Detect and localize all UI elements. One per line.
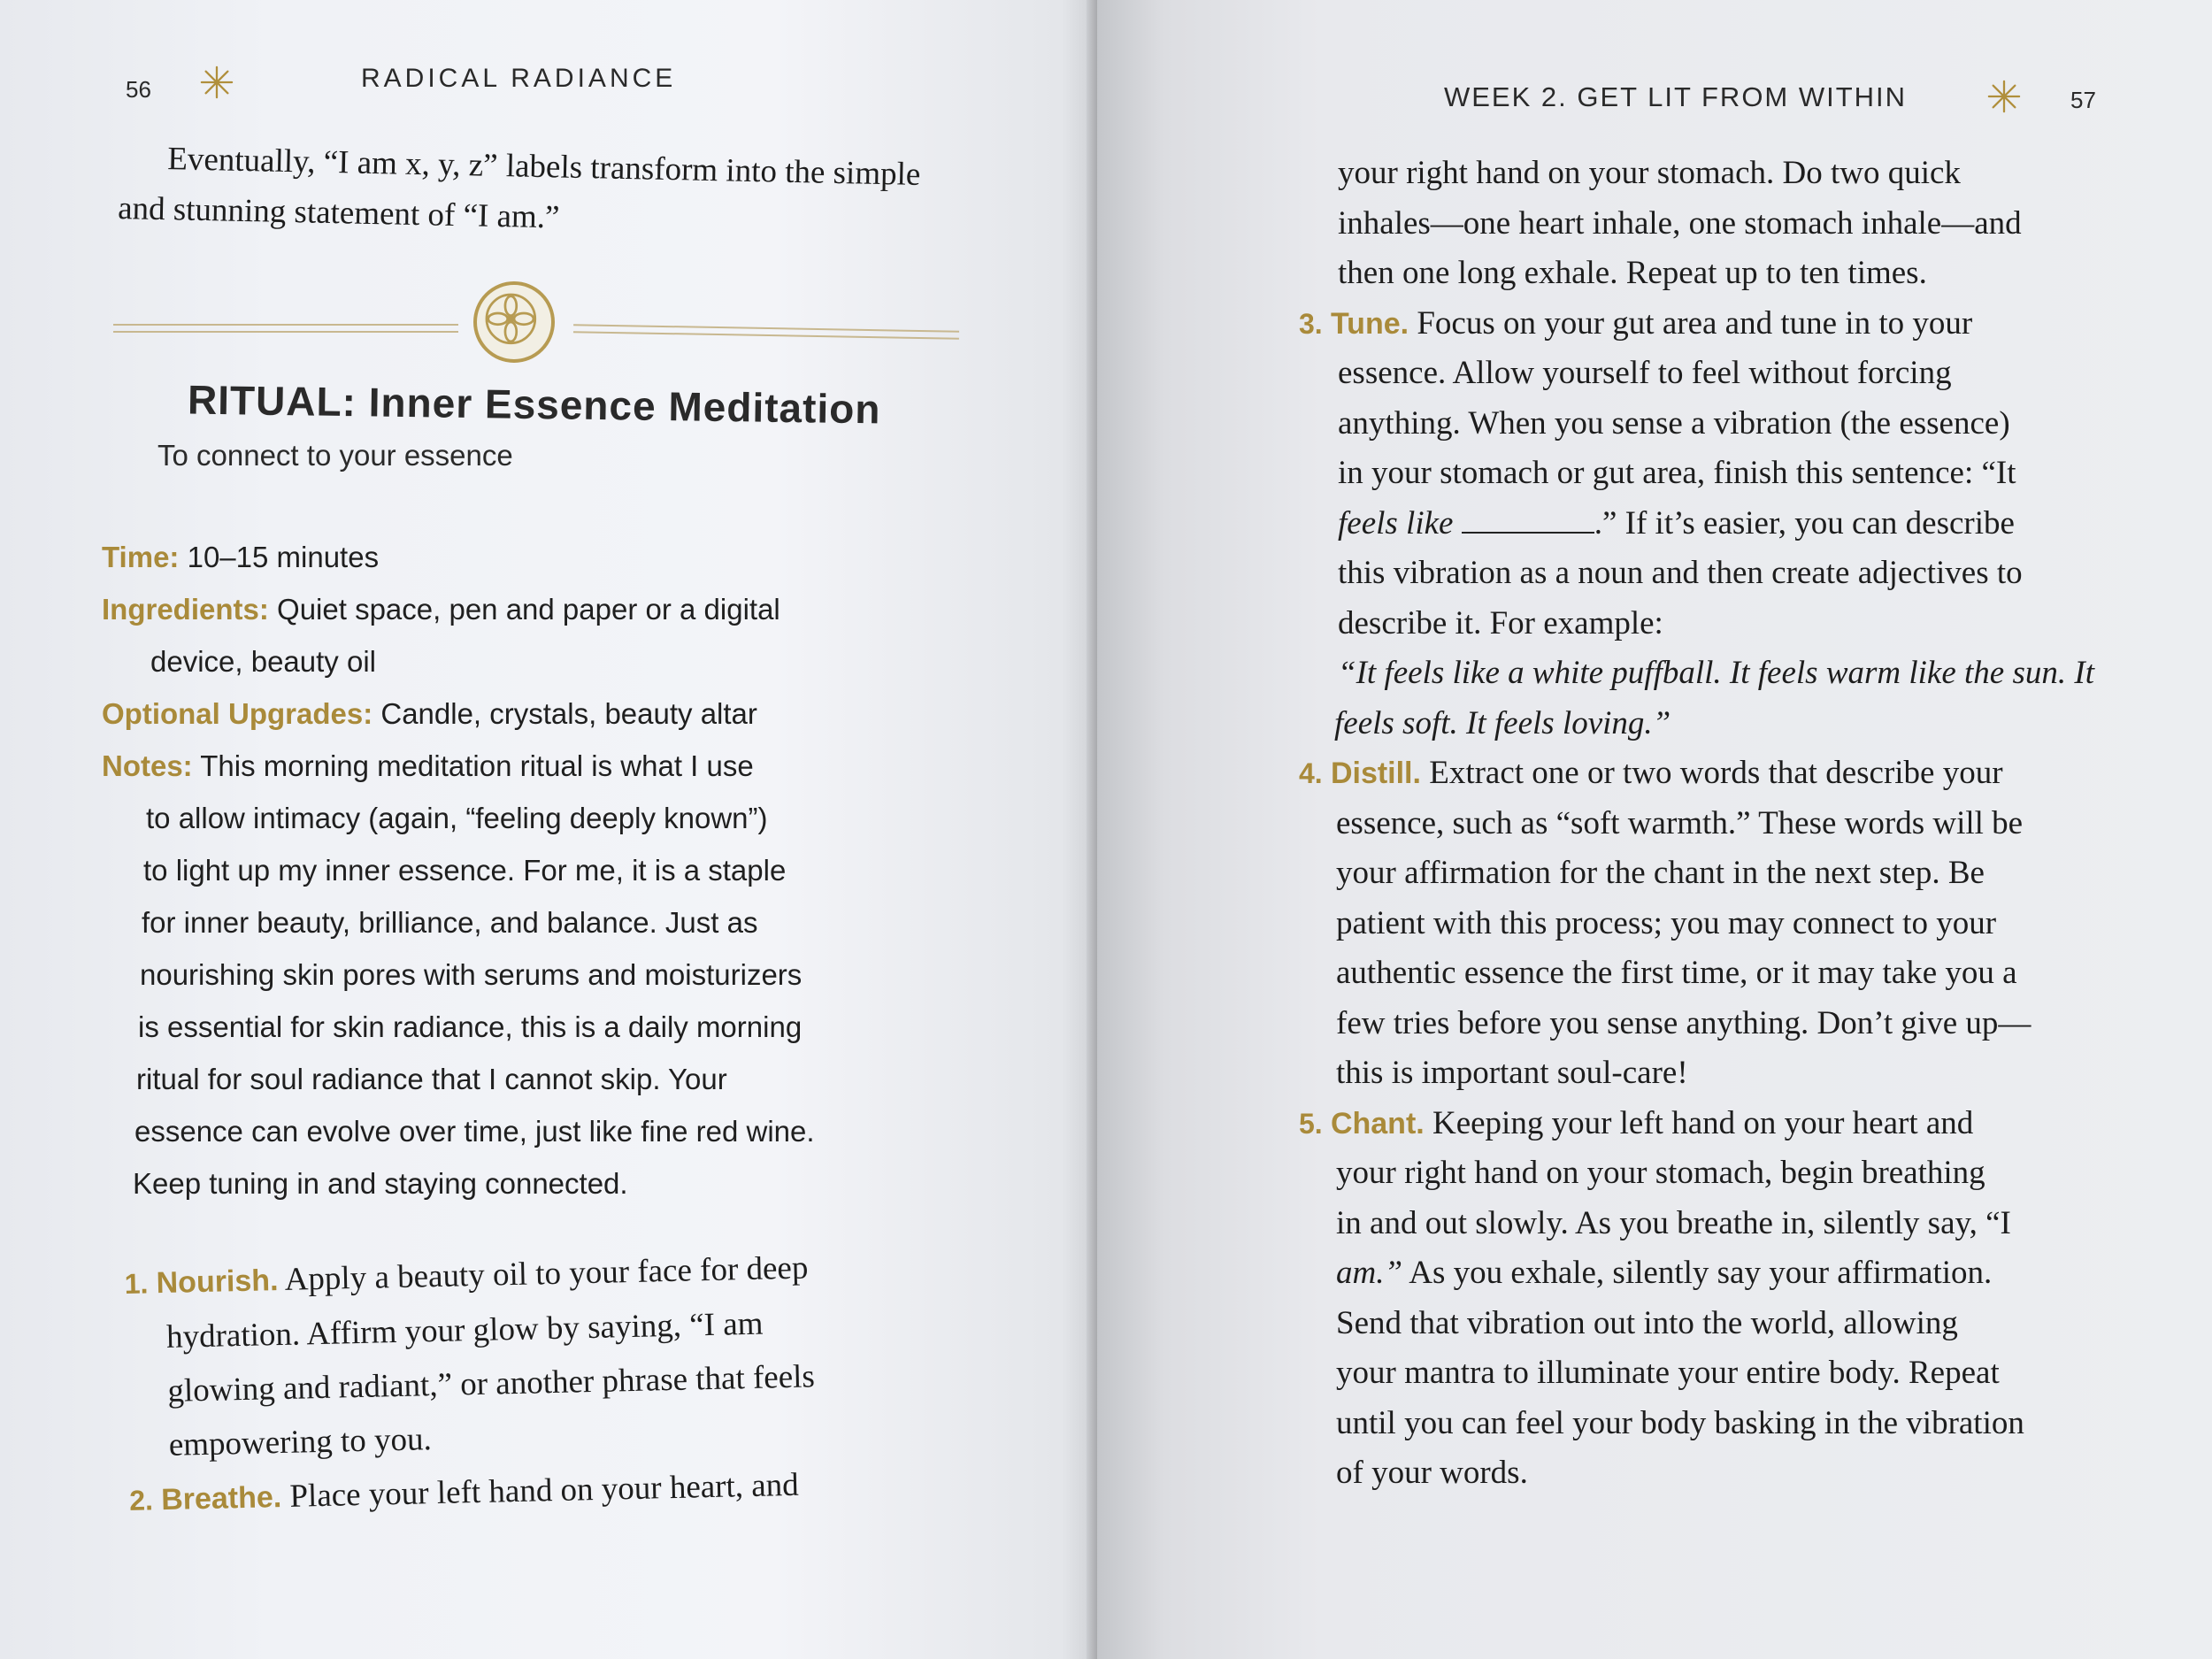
upgrades-row xyxy=(102,687,969,740)
steps-right xyxy=(1299,149,2184,1499)
right-page-number: 57 xyxy=(2070,87,2096,113)
notes-line: essence can evolve over time, just like fine red wine. xyxy=(134,1115,815,1148)
step-4-line: few tries before you sense anything. Don’t give up— xyxy=(1336,1004,2032,1041)
left-page-number: 56 xyxy=(126,76,151,103)
ingredients-value: Quiet space, pen and paper or a digital xyxy=(277,593,780,626)
step-5-line: Send that vibration out into the world, allowing xyxy=(1336,1304,1958,1341)
step-3-line: in your stomach or gut area, finish this sentence: “It xyxy=(1338,455,2016,491)
step-5-line: of your words. xyxy=(1336,1455,1528,1491)
step-4-line: your affirmation for the chant in the next step. Be xyxy=(1336,855,1985,891)
step-4-line: Extract one or two words that describe your xyxy=(1429,755,2003,791)
star-ornament-icon xyxy=(1987,80,2021,113)
citrus-medallion-icon xyxy=(473,281,555,363)
step-3-example: feels soft. It feels loving.” xyxy=(1334,704,1671,741)
step-2-label: Breathe. xyxy=(160,1480,282,1517)
notes-line: to light up my inner essence. For me, it is a staple xyxy=(143,854,787,887)
notes-line: for inner beauty, brilliance, and balance. Just as xyxy=(142,906,758,939)
fill-in-blank xyxy=(1462,531,1594,534)
step-5-label: Chant. xyxy=(1330,1106,1425,1141)
step-3-example-line xyxy=(1299,699,2184,749)
step-5 xyxy=(1299,1099,2184,1149)
step-3-fill-line xyxy=(1299,499,2184,549)
step-1-line: empowering to you. xyxy=(168,1421,433,1463)
step-2-cont-line: your right hand on your stomach. Do two quick xyxy=(1338,155,1961,191)
step-3 xyxy=(1299,299,2184,349)
step-1-line: Apply a beauty oil to your face for deep xyxy=(284,1249,809,1298)
step-4 xyxy=(1299,749,2184,799)
step-1-number: 1. xyxy=(124,1267,149,1300)
ornament-rule-right xyxy=(573,324,959,340)
step-3-line: this vibration as a noun and then create adjectives to xyxy=(1338,555,2023,591)
notes-line: ritual for soul radiance that I cannot skip. Your xyxy=(136,1063,727,1095)
ornament-rule-left xyxy=(113,324,458,333)
step-5-line: your right hand on your stomach, begin breathing xyxy=(1336,1155,1985,1191)
ingredients-value-cont: device, beauty oil xyxy=(150,645,376,678)
left-running-head: RADICAL RADIANCE xyxy=(361,64,677,93)
ritual-title: RITUAL: Inner Essence Meditation xyxy=(187,376,881,433)
step-3-example: “It feels like a white puffball. It feels warm like the sun. It xyxy=(1338,655,2094,691)
step-3-line: describe it. For example: xyxy=(1338,604,1663,641)
step-2-line: Place your left hand on your heart, and xyxy=(288,1466,800,1515)
step-3-after-blank: .” If it’s easier, you can describe xyxy=(1594,504,2015,541)
step-3-line: anything. When you sense a vibration (the essence) xyxy=(1338,404,2010,442)
star-ornament-icon xyxy=(200,65,234,99)
step-3-italic: feels like xyxy=(1338,504,1454,541)
step-5-line: until you can feel your body basking in the vibration xyxy=(1336,1404,2024,1441)
notes-line: nourishing skin pores with serums and moisturizers xyxy=(140,958,803,991)
step-5-line: in and out slowly. As you breathe in, silently say, “I xyxy=(1336,1204,2011,1241)
intro-line: and stunning statement of “I am.” xyxy=(117,189,560,236)
step-2-cont-line: then one long exhale. Repeat up to ten times. xyxy=(1338,255,1927,291)
step-3-line: Focus on your gut area and tune in to your xyxy=(1417,304,1973,342)
time-row xyxy=(102,531,969,583)
step-5-italic: am.” xyxy=(1336,1255,1403,1291)
step-5-line: Keeping your left hand on your heart and xyxy=(1432,1104,1974,1141)
step-4-line: patient with this process; you may connect to your xyxy=(1336,904,1997,941)
step-3-number: 3. xyxy=(1299,307,1323,340)
ritual-details xyxy=(102,531,969,1210)
step-2-cont-line: inhales—one heart inhale, one stomach inhale—and xyxy=(1338,204,2022,242)
step-5-after-italic: As you exhale, silently say your affirmation. xyxy=(1402,1255,1993,1291)
ritual-subtitle: To connect to your essence xyxy=(157,439,513,472)
right-page xyxy=(1097,0,2212,1659)
steps-left xyxy=(124,1236,1015,1528)
step-4-label: Distill. xyxy=(1330,757,1421,790)
step-3-example-line xyxy=(1299,649,2184,699)
time-value: 10–15 minutes xyxy=(187,541,380,573)
step-1-line: hydration. Affirm your glow by saying, “I am xyxy=(165,1305,764,1356)
step-3-line: essence. Allow yourself to feel without forcing xyxy=(1338,355,1952,391)
ingredients-label: Ingredients: xyxy=(102,593,269,626)
step-4-line: essence, such as “soft warmth.” These words will be xyxy=(1336,804,2024,841)
notes-line: This morning meditation ritual is what I use xyxy=(200,749,754,782)
step-4-number: 4. xyxy=(1299,757,1323,789)
notes-row xyxy=(102,740,969,792)
step-1-line: glowing and radiant,” or another phrase that feels xyxy=(167,1358,816,1409)
notes-label: Notes: xyxy=(102,749,193,782)
step-3-label: Tune. xyxy=(1330,306,1409,341)
step-5-line: your mantra to illuminate your entire body. Repeat xyxy=(1336,1355,2000,1391)
step-2-number: 2. xyxy=(128,1484,154,1517)
notes-line: is essential for skin radiance, this is a daily morning xyxy=(138,1010,803,1043)
step-1-label: Nourish. xyxy=(156,1263,279,1301)
notes-line: to allow intimacy (again, “feeling deeply known”) xyxy=(146,802,768,834)
upgrades-value: Candle, crystals, beauty altar xyxy=(380,697,757,730)
upgrades-label: Optional Upgrades: xyxy=(102,697,373,730)
intro-paragraph xyxy=(118,133,1048,253)
time-label: Time: xyxy=(102,541,180,573)
right-running-head: WEEK 2. GET LIT FROM WITHIN xyxy=(1444,81,1908,112)
step-4-line: authentic essence the first time, or it may take you a xyxy=(1336,955,2017,991)
ingredients-row xyxy=(102,583,969,635)
step-5-italic-line xyxy=(1299,1248,2184,1299)
notes-line: Keep tuning in and staying connected. xyxy=(133,1167,628,1200)
intro-line: Eventually, “I am x, y, z” labels transform into the simple xyxy=(166,141,921,193)
step-5-number: 5. xyxy=(1299,1107,1323,1140)
step-4-line: this is important soul-care! xyxy=(1336,1055,1688,1091)
